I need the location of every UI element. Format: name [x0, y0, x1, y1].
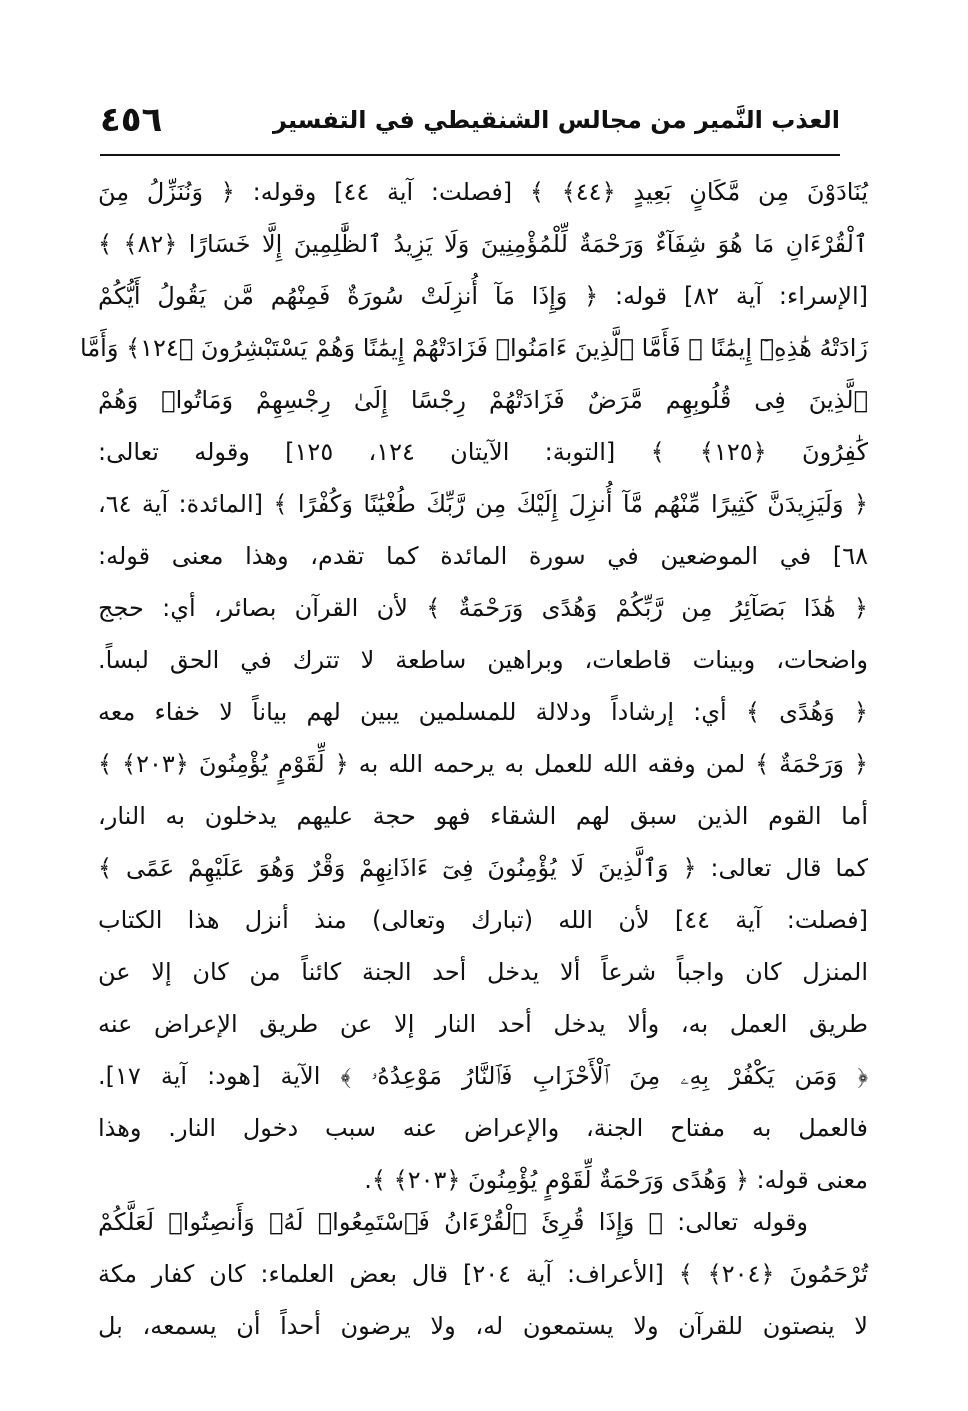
text-line: زَادَتْهُ هَٰذِهِۦٓ إِيمَٰنًا ۚ فَأَمَّا ٱلَّذِينَ ءَامَنُوا۟ فَزَادَتْهُمْ إِيمَٰنًا وَهُمْ يَسْتَبْشِرُونَ ﴿١٢٤﴾ وَأَمَّا [80, 334, 868, 362]
text-line: لا ينصتون للقرآن ولا يستمعون له، ولا يرضون أحداً أن يسمعه، بل [98, 1312, 868, 1340]
text-line: المنزل كان واجباً شرعاً ألا يدخل أحد الجنة كائناً من كان إلا عن [98, 958, 868, 986]
page-header [100, 92, 840, 156]
text-line: ﴿ هَٰذَا بَصَآئِرُ مِن رَّبِّكُمْ وَهُدًى وَرَحْمَةٌ ﴾ لأن القرآن بصائر، أي: حجج [98, 594, 868, 622]
text-line: واضحات، وبينات قاطعات، وبراهين ساطعة لا تترك في الحق لبساً. [98, 646, 868, 674]
paragraph-2 [98, 1196, 868, 1356]
text-line: ﴿ وَمَن يَكْفُرْ بِهِۦ مِنَ ٱلْأَحْزَابِ فَٱلنَّارُ مَوْعِدُهُۥ ﴾ الآية [هود: آية ١٧]. [98, 1062, 868, 1090]
text-line: ٱلَّذِينَ فِى قُلُوبِهِم مَّرَضٌ فَزَادَتْهُمْ رِجْسًا إِلَىٰ رِجْسِهِمْ وَمَاتُوا۟ وَهُمْ [98, 386, 868, 414]
page-number: ٤٥٦ [100, 100, 163, 140]
text-line: كما قال تعالى: ﴿ وَٱلَّذِينَ لَا يُؤْمِنُونَ فِىٓ ءَاذَانِهِمْ وَقْرٌ وَهُوَ عَلَيْهِمْ عَمًى ﴾ [98, 854, 868, 882]
running-title: العذب النَّمير من مجالس الشنقيطي في التفسير [273, 106, 840, 134]
text-line: معنى قوله: ﴿ وَهُدًى وَرَحْمَةٌ لِّقَوْمٍ يُؤْمِنُونَ ﴿٢٠٣﴾ ﴾. [364, 1166, 868, 1194]
text-line: تُرْحَمُونَ ﴿٢٠٤﴾ ﴾ [الأعراف: آية ٢٠٤] قال بعض العلماء: كان كفار مكة [98, 1260, 868, 1288]
text-line: ٦٨] في الموضعين في سورة المائدة كما تقدم، وهذا معنى قوله: [98, 542, 868, 570]
text-line: ﴿ وَلَيَزِيدَنَّ كَثِيرًا مِّنْهُم مَّآ أُنزِلَ إِلَيْكَ مِن رَّبِّكَ طُغْيَٰنًا وَكُفْرًا ﴾ [المائدة: آية ٦٤، [98, 490, 868, 518]
text-line: [فصلت: آية ٤٤] لأن الله (تبارك وتعالى) منذ أنزل هذا الكتاب [98, 906, 868, 934]
text-line: [الإسراء: آية ٨٢] قوله: ﴿ وَإِذَا مَآ أُنزِلَتْ سُورَةٌ فَمِنْهُم مَّن يَقُولُ أَيُّكُمْ [98, 282, 868, 310]
text-line: ﴿ وَهُدًى ﴾ أي: إرشاداً ودلالة للمسلمين يبين لهم بياناً لا خفاء معه [98, 698, 868, 726]
paragraph-1 [80, 166, 869, 1206]
text-line: كَٰفِرُونَ ﴿١٢٥﴾ ﴾ [التوبة: الآيتان ١٢٤، ١٢٥] وقوله تعالى: [98, 438, 869, 466]
text-line: يُنَادَوْنَ مِن مَّكَانٍ بَعِيدٍ ﴿٤٤﴾ ﴾ [فصلت: آية ٤٤] وقوله: ﴿ وَنُنَزِّلُ مِنَ [98, 178, 868, 206]
text-line: ﴿ وَرَحْمَةٌ ﴾ لمن وفقه الله للعمل به يرحمه الله به ﴿ لِّقَوْمٍ يُؤْمِنُونَ ﴿٢٠٣﴾ ﴾ [98, 750, 868, 778]
text-line: وقوله تعالى: ﴿ وَإِذَا قُرِئَ ٱلْقُرْءَانُ فَٱسْتَمِعُوا۟ لَهُۥ وَأَنصِتُوا۟ لَعَلَّكُمْ [98, 1208, 808, 1236]
text-line: طريق العمل به، وألا يدخل أحد النار إلا عن طريق الإعراض عنه [98, 1010, 868, 1038]
text-line: ٱلْقُرْءَانِ مَا هُوَ شِفَآءٌ وَرَحْمَةٌ لِّلْمُؤْمِنِينَ وَلَا يَزِيدُ ٱلظَّٰلِمِينَ إِلَّا خَسَارًا ﴿٨٢﴾ ﴾ [98, 230, 868, 258]
text-line: فالعمل به مفتاح الجنة، والإعراض عنه سبب دخول النار. وهذا [98, 1114, 868, 1142]
text-line: أما القوم الذين سبق لهم الشقاء فهو حجة عليهم يدخلون به النار، [98, 802, 868, 830]
